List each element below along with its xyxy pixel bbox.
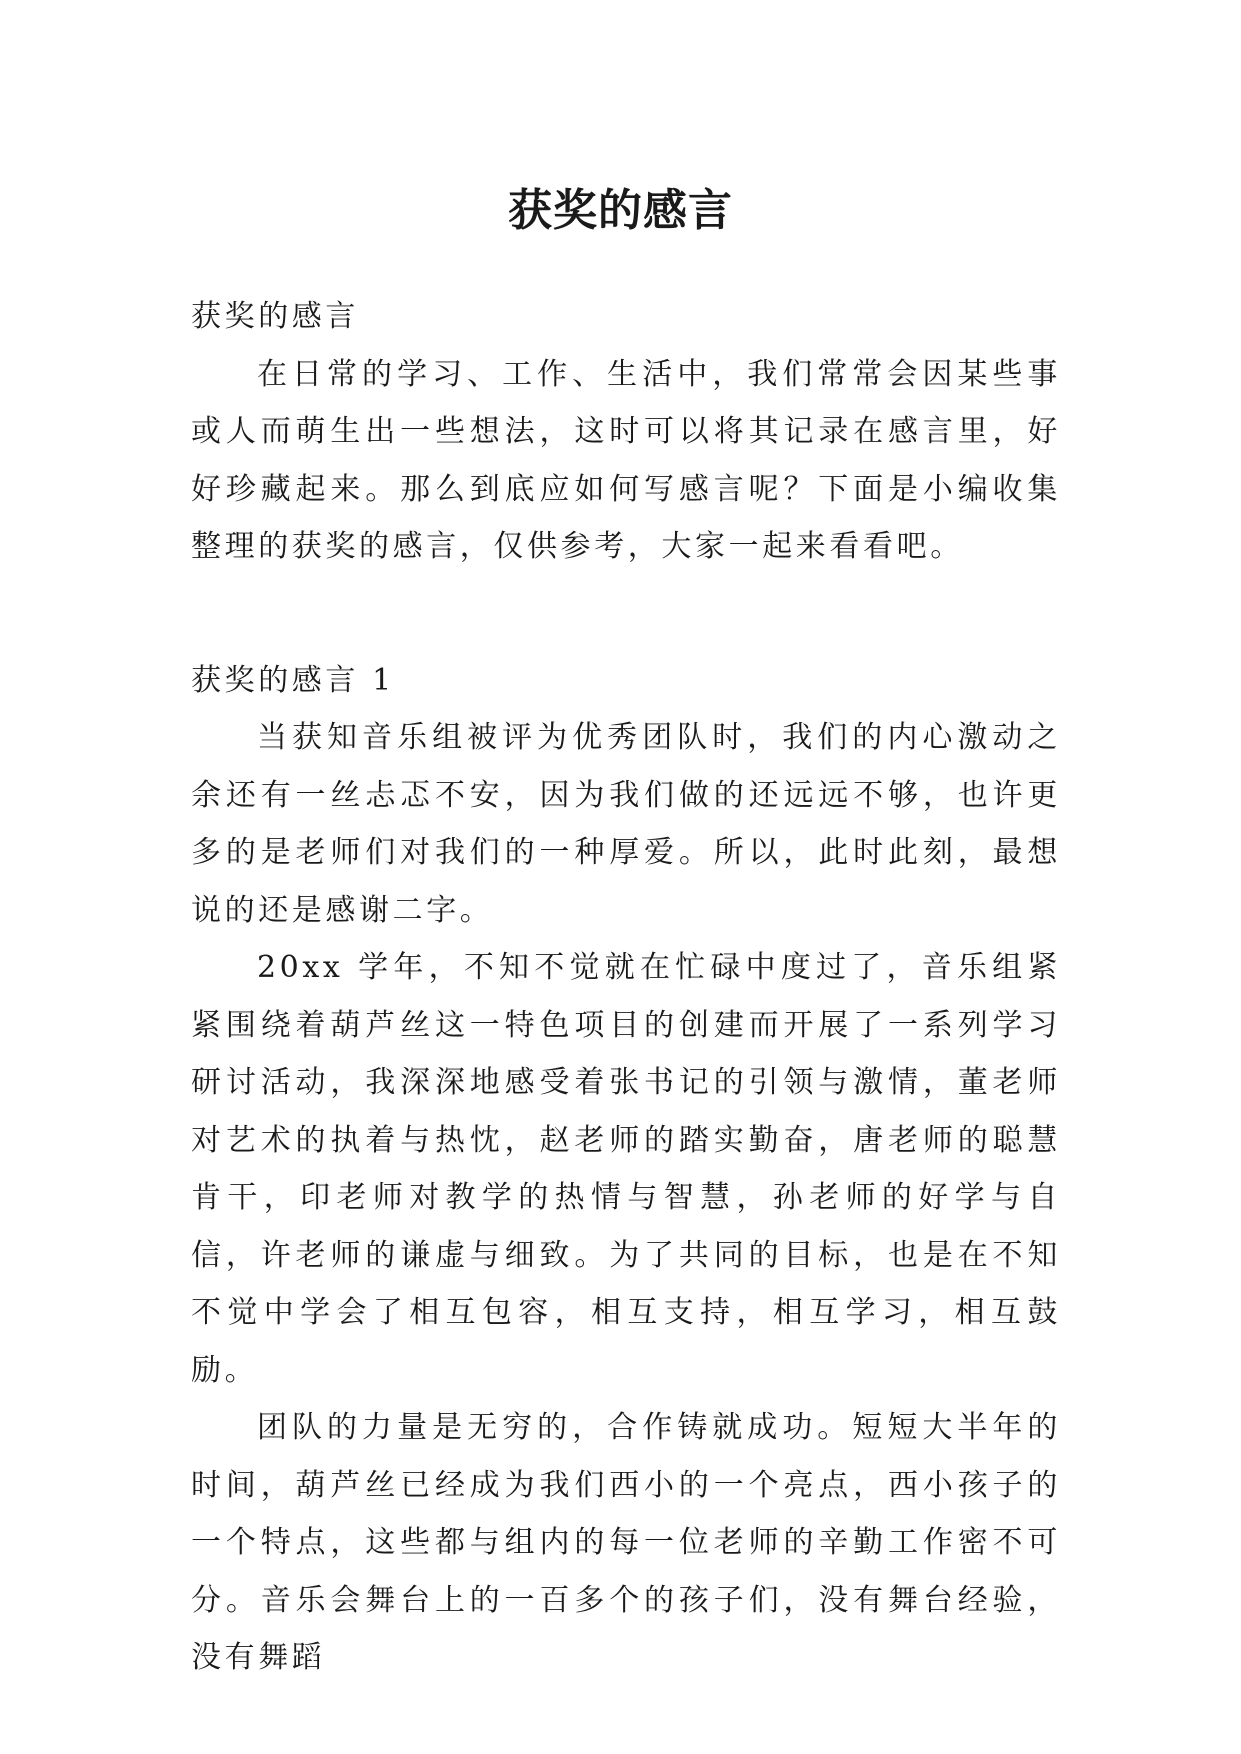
intro-heading: 获奖的感言: [191, 299, 359, 334]
body-paragraph: 20xx 学年，不知不觉就在忙碌中度过了，音乐组紧紧围绕着葫芦丝这一特色项目的创建而开展了一系列学习研讨活动，我深深地感受着张书记的引领与激情，董老师对艺术的执着与热忱，赵老师的踏实勤奋，唐老师的聪慧肯干，印老师对教学的热情与智慧，孙老师的好学与自信，许老师的谦虚与细致。为了共同的目标，也是在不知不觉中学会了相互包容，相互支持，相互学习，相互鼓励。: [191, 950, 1061, 1388]
intro-paragraph: 在日常的学习、工作、生活中，我们常常会因某些事或人而萌生出一些想法，这时可以将其记录在感言里，好好珍藏起来。那么到底应如何写感言呢？下面是小编收集整理的获奖的感言，仅供参考，大家一起来看看吧。: [191, 356, 1061, 564]
body-paragraph: 当获知音乐组被评为优秀团队时，我们的内心激动之余还有一丝忐忑不安，因为我们做的还远远不够，也许更多的是老师们对我们的一种厚爱。所以，此时此刻，最想说的还是感谢二字。: [191, 720, 1061, 928]
document-body: [191, 288, 1061, 1687]
section-spacer: [191, 576, 1061, 652]
document-title: 获奖的感言: [508, 185, 733, 237]
section-heading: 获奖的感言 1: [191, 662, 395, 698]
body-paragraph: 团队的力量是无穷的，合作铸就成功。短短大半年的时间，葫芦丝已经成为我们西小的一个亮点，西小孩子的一个特点，这些都与组内的每一位老师的辛勤工作密不可分。音乐会舞台上的一百多个的孩子们，没有舞台经验，没有舞蹈: [191, 1410, 1061, 1675]
